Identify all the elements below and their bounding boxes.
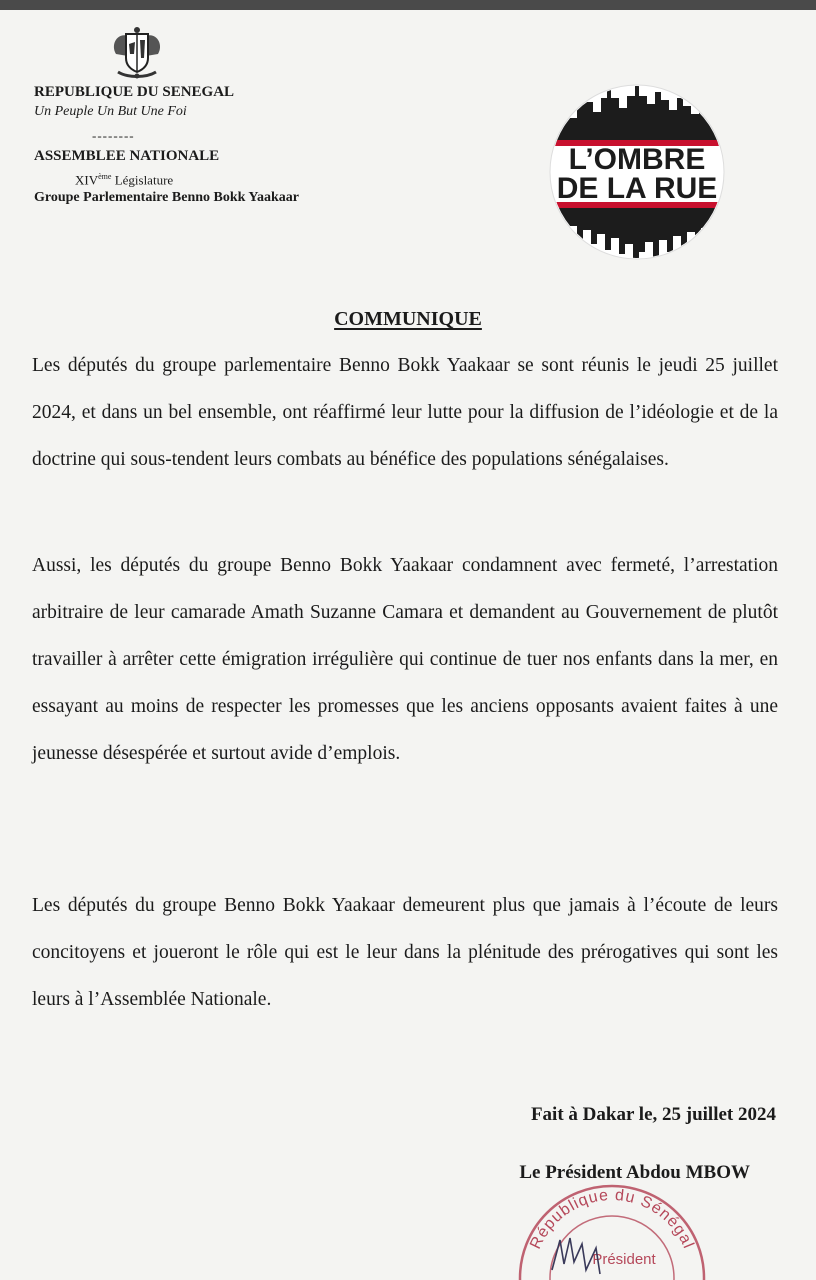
ombre-de-la-rue-logo	[549, 84, 725, 260]
stamp-inner-text: Président	[592, 1251, 656, 1268]
header-separator: --------	[92, 128, 135, 143]
stamp-arc-text: République du Sénégal	[527, 1186, 697, 1252]
assembly-heading: ASSEMBLEE NATIONALE	[34, 148, 220, 164]
coat-of-arms-icon	[108, 24, 166, 80]
paragraph-1: Les députés du groupe parlementaire Benno Bokk Yaakaar se sont réunis le jeudi 25 juillet 2024, et dans un bel ensemble, ont réaffirmé leur lutte pour la diffusion de l’idéologie et de la doctrine qui sous-tendent leurs combats au bénéfice des populations sénégalaises.	[32, 355, 778, 470]
legislature-superscript: ème	[98, 172, 112, 181]
paragraph-2: Aussi, les députés du groupe Benno Bokk Yaakaar condamnent avec fermeté, l’arrestation arbitraire de leur camarade Amath Suzanne Camara et demandent au Gouvernement de plutôt travailler à arrêter cette émigration irrégulière qui continue de tuer nos enfants dans la mer, en essayant au moins de respecter les promesses que les anciens opposants avaient faites à une jeunesse désespérée et surtout avide d’emplois.	[32, 555, 778, 764]
paragraph-3: Les députés du groupe Benno Bokk Yaakaar demeurent plus que jamais à l’écoute de leurs concitoyens et joueront le rôle qui est le leur dans la plénitude des prérogatives qui sont les leurs à l’Assemblée Nationale.	[32, 895, 778, 1010]
national-motto: Un Peuple Un But Une Foi	[34, 104, 187, 119]
signatory-line: Le Président Abdou MBOW	[519, 1162, 750, 1183]
place-and-date: Fait à Dakar le, 25 juillet 2024	[530, 1104, 776, 1125]
handwritten-signature	[552, 1238, 600, 1274]
legislature-line	[75, 172, 173, 188]
svg-text:République du Sénégal	[527, 1187, 697, 1252]
top-edge-bar	[0, 0, 816, 10]
legislature-number: XIV	[75, 172, 99, 188]
legislature-word: Législature	[111, 172, 174, 188]
logo-line-2: DE LA RUE	[556, 172, 718, 205]
republic-heading: REPUBLIQUE DU SENEGAL	[34, 84, 235, 100]
parliamentary-group: Groupe Parlementaire Benno Bokk Yaakaar	[34, 190, 299, 205]
official-stamp	[512, 1178, 712, 1280]
logo-line-1: L’OMBRE	[568, 143, 706, 176]
communique-title: COMMUNIQUE	[334, 308, 482, 330]
